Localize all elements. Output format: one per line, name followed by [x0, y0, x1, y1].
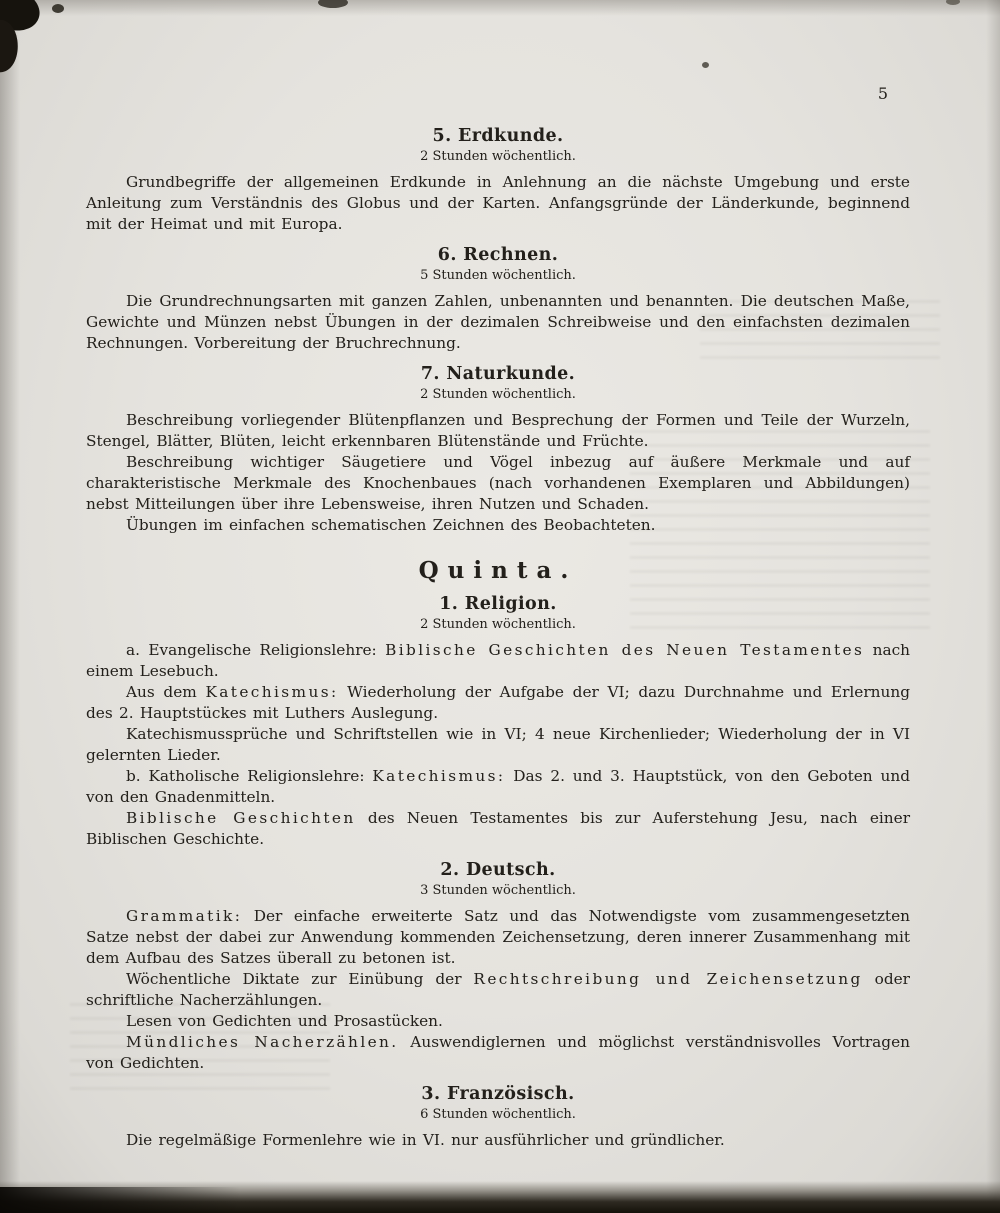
paragraph: [86, 515, 910, 536]
page-number: 5: [877, 84, 888, 103]
text-segment: Biblische Geschichten: [126, 809, 356, 827]
text-segment: Der einfache erweiterte Satz und das Notwendigste vom zusammengesetzten Satze nebst der dabei zur Anwendung kommenden Zeichensetzung, deren innerer Zusammenhang mit dem Aufbau des Satzes überall zu betonen ist.: [86, 907, 910, 967]
text-segment: Grammatik:: [126, 907, 243, 925]
paragraph: [86, 906, 910, 969]
section-heading: 3. Französisch.: [421, 1084, 575, 1104]
section-hours: 2 Stunden wöchentlich.: [420, 149, 576, 164]
text-segment: Mündliches Nacherzählen.: [126, 1033, 399, 1051]
section-franzoesisch: [86, 1084, 910, 1151]
text-segment: Rechtschreibung und Zeichensetzung: [473, 970, 863, 988]
paragraph: [86, 291, 910, 354]
paragraph: [86, 410, 910, 452]
paragraph: [86, 724, 910, 766]
section-hours: 3 Stunden wöchentlich.: [420, 883, 576, 898]
paragraph: [86, 640, 910, 682]
section-hours: 2 Stunden wöchentlich.: [420, 387, 576, 402]
text-segment: Grundbegriffe der allgemeinen Erdkunde in Anlehnung an die nächste Umgebung und erste Anleitung zum Verständnis des Globus und der Karten. Anfangsgründe der Länderkunde, beginnend mit der Heimat und mit Europa.: [86, 173, 910, 233]
paragraph: [86, 1130, 910, 1151]
text-segment: Übungen im einfachen schematischen Zeichnen des Beobachteten.: [126, 516, 656, 534]
section-hours: 5 Stunden wöchentlich.: [420, 268, 576, 283]
section-naturkunde: [86, 364, 910, 536]
section-religion: [86, 594, 910, 850]
section-hours: 2 Stunden wöchentlich.: [420, 617, 576, 632]
paragraph: [86, 172, 910, 235]
part-heading-quinta: Quinta.: [418, 557, 578, 584]
text-segment: Katechismussprüche und Schriftstellen wie in VI; 4 neue Kirchenlieder; Wiederholung der in VI gelernten Lieder.: [86, 725, 910, 764]
section-deutsch: [86, 860, 910, 1074]
text-segment: Wiederholung der Aufgabe der VI; dazu Durchnahme und Erlernung des 2. Hauptstückes mit Luthers Auslegung.: [86, 683, 911, 722]
text-segment: b. Katholische Religionslehre:: [126, 767, 373, 785]
section-erdkunde: [86, 126, 910, 235]
section-heading: 5. Erdkunde.: [432, 126, 564, 146]
section-heading: 7. Naturkunde.: [420, 364, 576, 384]
text-segment: Die regelmäßige Formenlehre wie in VI. nur ausführlicher und gründlicher.: [126, 1131, 725, 1149]
paragraph: [86, 682, 910, 724]
paragraph: [86, 969, 910, 1011]
paragraph: [86, 808, 910, 850]
text-segment: Biblische Geschichten des Neuen Testamentes: [385, 641, 865, 659]
text-segment: Wöchentliche Diktate zur Einübung der: [126, 970, 474, 988]
text-segment: Beschreibung wichtiger Säugetiere und Vögel inbezug auf äußere Merkmale und auf charakteristische Merkmale des Knochenbaues (nach vorhandenen Exemplaren und Abbildungen) nebst Mitteilungen über ihre Lebensweise, ihren Nutzen und Schaden.: [86, 453, 910, 513]
text-segment: Lesen von Gedichten und Prosastücken.: [126, 1012, 443, 1030]
text-segment: Aus dem: [126, 683, 206, 701]
paragraph: [86, 452, 910, 515]
text-segment: oder schriftliche Nacherzählungen.: [86, 970, 910, 1009]
scan-bottom-shadow: [0, 1187, 240, 1213]
section-rechnen: [86, 245, 910, 354]
text-segment: nach einem Lesebuch.: [86, 641, 910, 680]
section-hours: 6 Stunden wöchentlich.: [420, 1107, 576, 1122]
text-segment: Die Grundrechnungsarten mit ganzen Zahlen, unbenannten und benannten. Die deutschen Maße, Gewichte und Münzen nebst Übungen in der dezimalen Schreibweise und den einfachsten dezimalen Rechnungen. Vorbereitung der Bruchrechnung.: [86, 292, 910, 352]
paragraph: [86, 1032, 910, 1074]
section-heading: 6. Rechnen.: [437, 245, 559, 265]
text-segment: Das 2. und 3. Hauptstück, von den Geboten und von den Gnadenmitteln.: [86, 767, 910, 806]
text-segment: Auswendiglernen und möglichst verständnisvolles Vortragen von Gedichten.: [86, 1033, 911, 1072]
section-heading: 1. Religion.: [439, 594, 557, 614]
paragraph: [86, 1011, 910, 1032]
text-segment: Beschreibung vorliegender Blütenpflanzen und Besprechung der Formen und Teile der Wurzeln, Stengel, Blätter, Blüten, leicht erkennbaren Blütenstände und Früchte.: [86, 411, 910, 450]
text-segment: Katechismus:: [372, 767, 506, 785]
text-segment: des Neuen Testamentes bis zur Auferstehung Jesu, nach einer Biblischen Geschichte.: [86, 809, 911, 848]
text-segment: Katechismus:: [205, 683, 339, 701]
section-heading: 2. Deutsch.: [440, 860, 556, 880]
paragraph: [86, 766, 910, 808]
text-segment: a. Evangelische Religionslehre:: [126, 641, 386, 659]
